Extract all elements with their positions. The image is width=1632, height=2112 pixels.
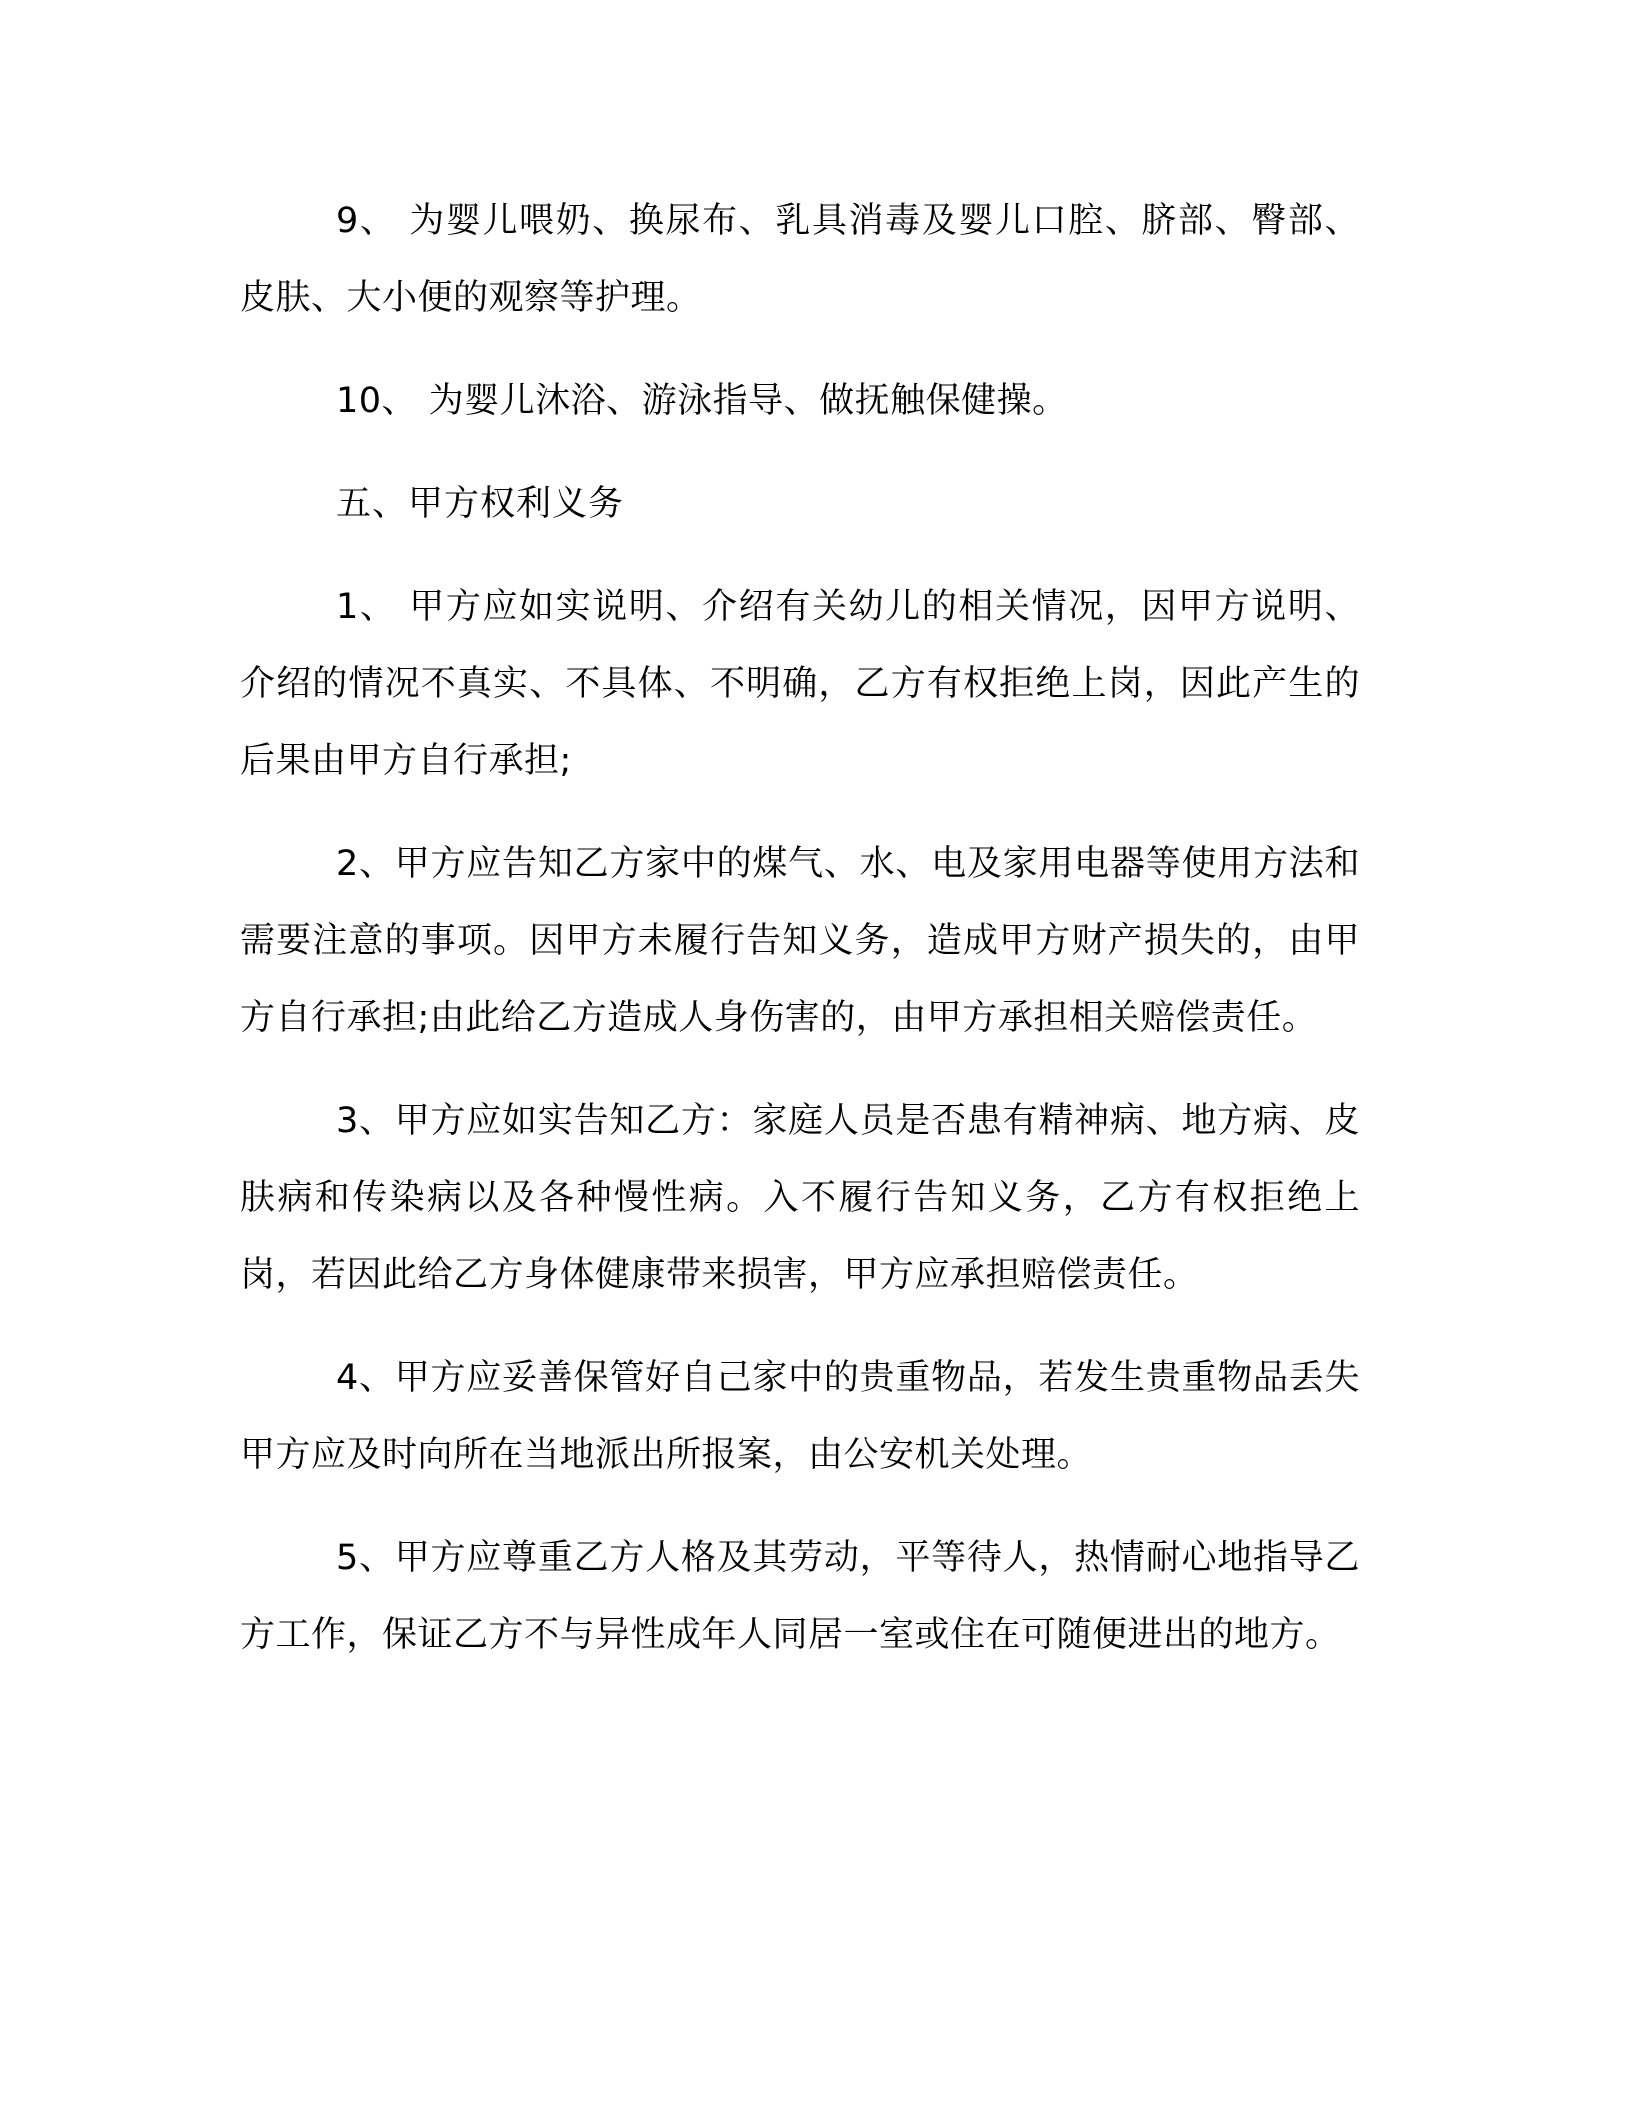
paragraph-clause-5: 5、甲方应尊重乙方人格及其劳动，平等待人，热情耐心地指导乙方工作，保证乙方不与异性成年人同居一室或住在可随便进出的地方。 — [240, 1538, 1360, 1655]
paragraph-clause-4: 4、甲方应妥善保管好自己家中的贵重物品，若发生贵重物品丢失甲方应及时向所在当地派出所报案，由公安机关处理。 — [240, 1358, 1360, 1475]
paragraph-item-10: 10、 为婴儿沐浴、游泳指导、做抚触保健操。 — [336, 381, 1068, 421]
section-heading: 五、甲方权利义务 — [336, 484, 625, 524]
paragraph-clause-3: 3、甲方应如实告知乙方：家庭人员是否患有精神病、地方病、皮肤病和传染病以及各种慢性病。入不履行告知义务，乙方有权拒绝上岗，若因此给乙方身体健康带来损害，甲方应承担赔偿责任。 — [240, 1101, 1360, 1295]
paragraph-item-9: 9、 为婴儿喂奶、换尿布、乳具消毒及婴儿口腔、脐部、臀部、皮肤、大小便的观察等护理。 — [240, 201, 1360, 318]
paragraph-clause-1: 1、 甲方应如实说明、介绍有关幼儿的相关情况，因甲方说明、介绍的情况不真实、不具体、不明确，乙方有权拒绝上岗，因此产生的后果由甲方自行承担; — [240, 587, 1360, 781]
paragraph-clause-2: 2、甲方应告知乙方家中的煤气、水、电及家用电器等使用方法和需要注意的事项。因甲方未履行告知义务，造成甲方财产损失的，由甲方自行承担;由此给乙方造成人身伤害的，由甲方承担相关赔偿责任。 — [240, 844, 1360, 1038]
document-body — [240, 183, 1360, 1700]
